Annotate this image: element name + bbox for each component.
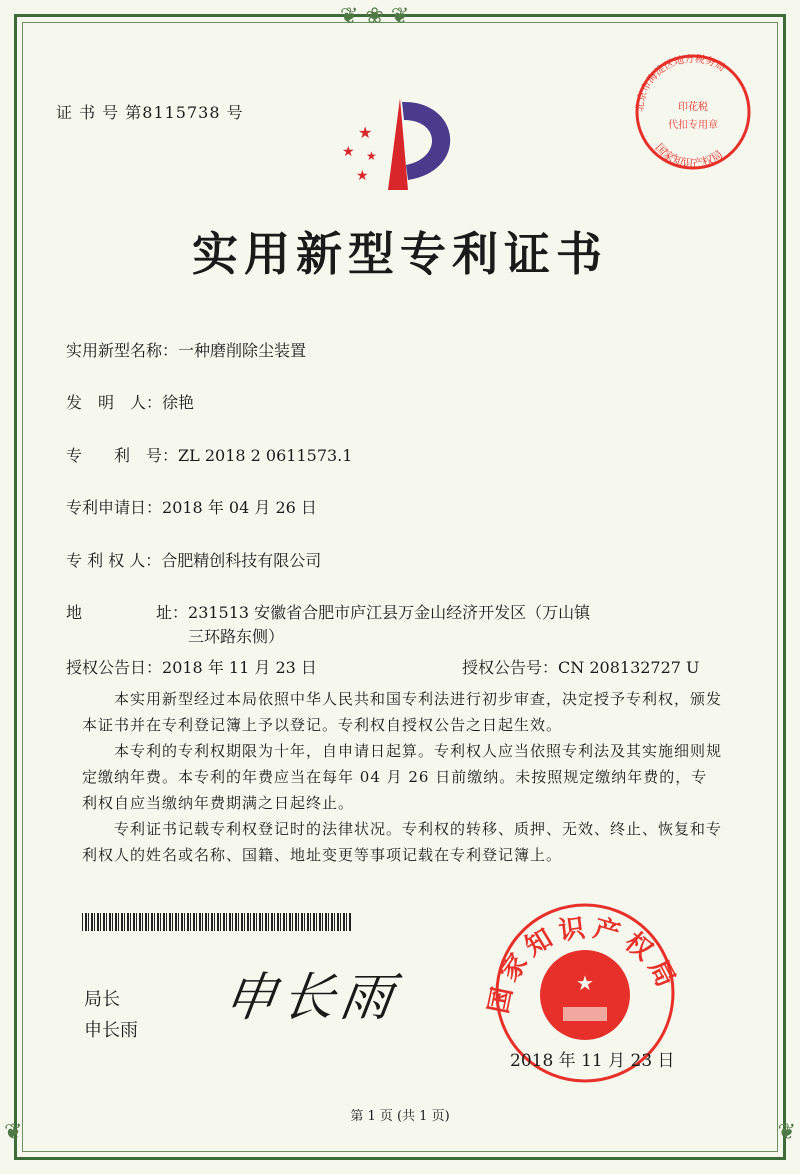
utility-model-name — [66, 338, 306, 361]
grant-number-value: CN 208132727 U — [558, 658, 700, 677]
grant-number-label: 授权公告号： — [462, 658, 559, 677]
paragraph-1: 本实用新型经过本局依照中华人民共和国专利法进行初步审查，决定授予专利权，颁发本证书并在专利登记簿上予以登记。专利权自授权公告之日起生效。 — [82, 690, 723, 734]
paragraph-2: 本专利的专利权期限为十年，自申请日起算。专利权人应当依照专利法及其实施细则规定缴纳年费。本专利的年费应当在每年 04 月 26 日前缴纳。未按照规定缴纳年费的，专利权自应当缴纳年费期满之日起终止。 — [82, 742, 723, 812]
svg-text:★: ★ — [358, 123, 373, 142]
address-label-1: 地 — [66, 603, 83, 622]
patent-number-label: 专 利 号： — [66, 446, 179, 465]
inventor-value: 徐艳 — [162, 393, 195, 412]
tax-stamp-line1: 印花税 — [678, 102, 708, 113]
page-footer: 第 1 页 (共 1 页) — [350, 1109, 450, 1124]
name-label: 实用新型名称： — [66, 341, 179, 360]
svg-text:国家知识产权局 — [653, 141, 726, 170]
name-value: 一种磨削除尘装置 — [178, 341, 307, 360]
national-emblem — [540, 950, 630, 1040]
inventor — [66, 390, 194, 413]
tax-stamp-ring-text: 北京市海淀区地方税务局 — [634, 53, 727, 113]
top-ornament: ❦ ❀ ❦ — [340, 4, 410, 29]
grant-number — [462, 655, 700, 678]
logo-purple-curve — [402, 102, 450, 180]
address-line-2: 三环路东侧） — [188, 627, 285, 646]
paragraph-3: 专利证书记载专利权登记时的法律状况。专利权的转移、质押、无效、终止、恢复和专利权人的姓名或名称、国籍、地址变更等事项记载在专利登记簿上。 — [82, 820, 723, 864]
grant-date-label: 授权公告日： — [66, 658, 163, 677]
patentee — [66, 548, 321, 571]
address-row — [156, 600, 590, 623]
handwritten-signature: 申长雨 — [220, 968, 403, 1028]
corner-ornament-left: ❦ — [4, 1120, 23, 1145]
tax-stamp-bottom-text: 国家知识产权局 — [652, 141, 726, 170]
tax-stamp-line2: 代扣专用章 — [668, 120, 718, 131]
grant-date — [66, 655, 317, 678]
svg-text:★: ★ — [366, 149, 377, 163]
address-line-1: 231513 安徽省合肥市庐江县万金山经济开发区（万山镇 — [188, 603, 591, 622]
patent-number-value: ZL 2018 2 0611573.1 — [178, 446, 353, 465]
corner-ornament-right: ❦ — [777, 1120, 796, 1145]
signatory-title: 局长 — [84, 989, 120, 1010]
filing-date-label: 专利申请日： — [66, 498, 163, 517]
svg-text:★: ★ — [356, 168, 369, 184]
svg-text:★: ★ — [576, 971, 594, 995]
patent-office-logo — [330, 90, 470, 200]
barcode — [82, 913, 352, 931]
inventor-label: 发 明 人： — [66, 393, 163, 412]
patent-number — [66, 443, 352, 466]
certificate-title: 实用新型专利证书 — [192, 227, 608, 281]
patentee-value: 合肥精创科技有限公司 — [161, 551, 322, 570]
office-seal-ring-text: 国家知识产权局 — [483, 912, 684, 1017]
certificate-number: 证 书 号 第8115738 号 — [56, 103, 244, 122]
address-label-2: 址： — [156, 603, 189, 622]
stamp-date: 2018 年 11 月 23 日 — [510, 1051, 675, 1071]
tax-stamp-seal — [628, 50, 758, 170]
patentee-label: 专 利 权 人： — [66, 551, 162, 570]
filing-date — [66, 495, 317, 518]
filing-date-value: 2018 年 04 月 26 日 — [162, 498, 317, 517]
svg-text:★: ★ — [342, 144, 355, 160]
signatory-name: 申长雨 — [84, 1020, 138, 1041]
grant-date-value: 2018 年 11 月 23 日 — [162, 658, 317, 677]
